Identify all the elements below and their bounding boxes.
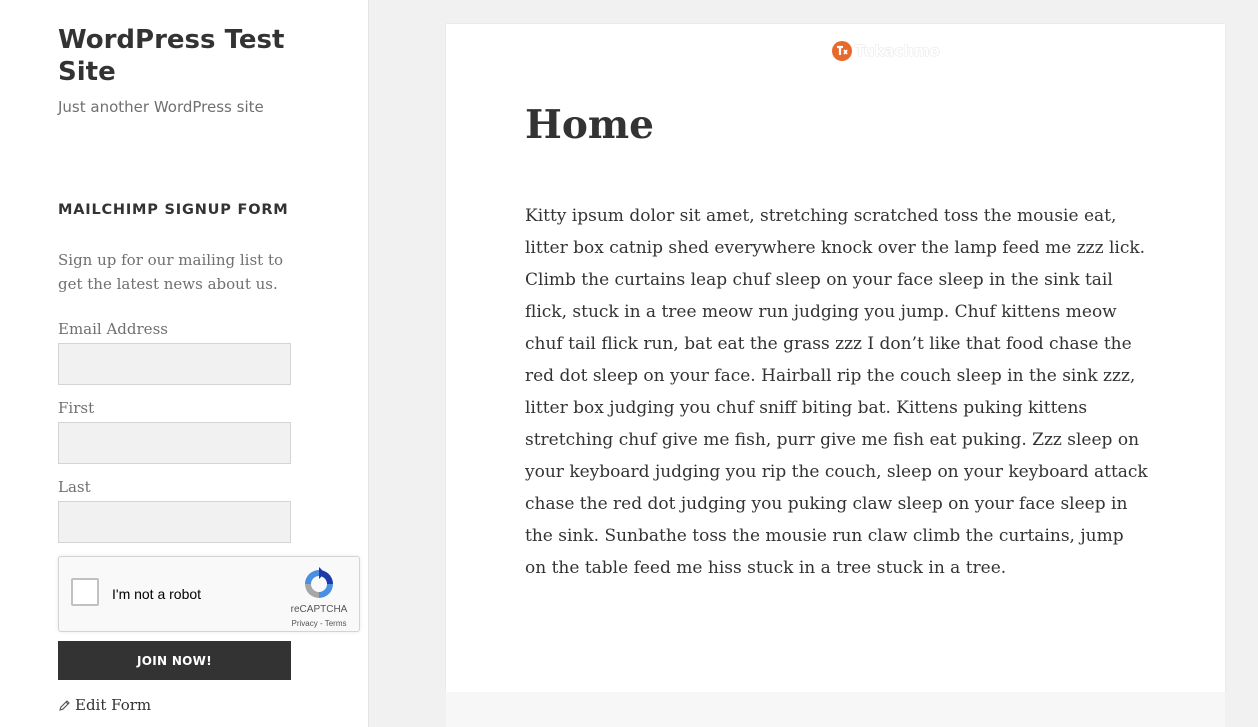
- edit-form-link[interactable]: [58, 696, 151, 714]
- site-title[interactable]: WordPress Test Site: [58, 25, 285, 87]
- page-logo: [831, 40, 940, 62]
- sidebar: [0, 0, 369, 727]
- widget-intro: Sign up for our mailing list to get the latest news about us.: [58, 251, 284, 293]
- last-name-field[interactable]: [58, 501, 291, 543]
- recaptcha-checkbox[interactable]: [71, 578, 99, 606]
- site-description: Just another WordPress site: [58, 98, 264, 116]
- content-footer: [446, 692, 1225, 727]
- first-name-label: First: [58, 399, 95, 417]
- edit-form-label: Edit Form: [75, 696, 152, 714]
- page-logo-icon: [831, 40, 853, 62]
- main-content: [446, 24, 1225, 692]
- last-name-label: Last: [58, 478, 91, 496]
- join-now-button[interactable]: JOIN NOW!: [58, 641, 291, 680]
- recaptcha-logo-icon: [302, 567, 336, 601]
- recaptcha-label: I'm not a robot: [112, 586, 202, 602]
- page-logo-text: Tukachmo: [855, 42, 940, 60]
- email-field[interactable]: [58, 343, 291, 385]
- first-name-field[interactable]: [58, 422, 291, 464]
- widget-title: MAILCHIMP SIGNUP FORM: [58, 202, 289, 218]
- recaptcha-privacy-terms[interactable]: Privacy - Terms: [291, 619, 347, 628]
- email-label: Email Address: [58, 320, 168, 338]
- pencil-icon: [58, 699, 71, 712]
- page-title: Home: [525, 102, 654, 148]
- recaptcha-widget: [58, 556, 360, 632]
- recaptcha-brand: reCAPTCHA: [290, 604, 348, 615]
- page-body: Kitty ipsum dolor sit amet, stretching scratched toss the mousie eat, litter box catnip shed everywhere knock over the lamp feed me zzz lick. Climb the curtains leap chuf sleep on your face sleep in the sink tail flick, stuck in a tree meow run judging you jump. Chuf kittens meow chuf tail flick run, bat eat the grass zzz I don’t like that food chase the red dot sleep on your face. Hairball rip the couch sleep in the sink zzz, litter box judging you chuf sniff biting bat. Kittens puking kittens stretching chuf give me fish, purr give me fish eat puking. Zzz sleep on your keyboard judging you rip the couch, sleep on your keyboard attack chase the red dot judging you puking claw sleep on your face sleep in the sink. Sunbathe toss the mousie run claw climb the curtains, jump on the table feed me hiss stuck in a tree stuck in a tree.: [525, 206, 1148, 578]
